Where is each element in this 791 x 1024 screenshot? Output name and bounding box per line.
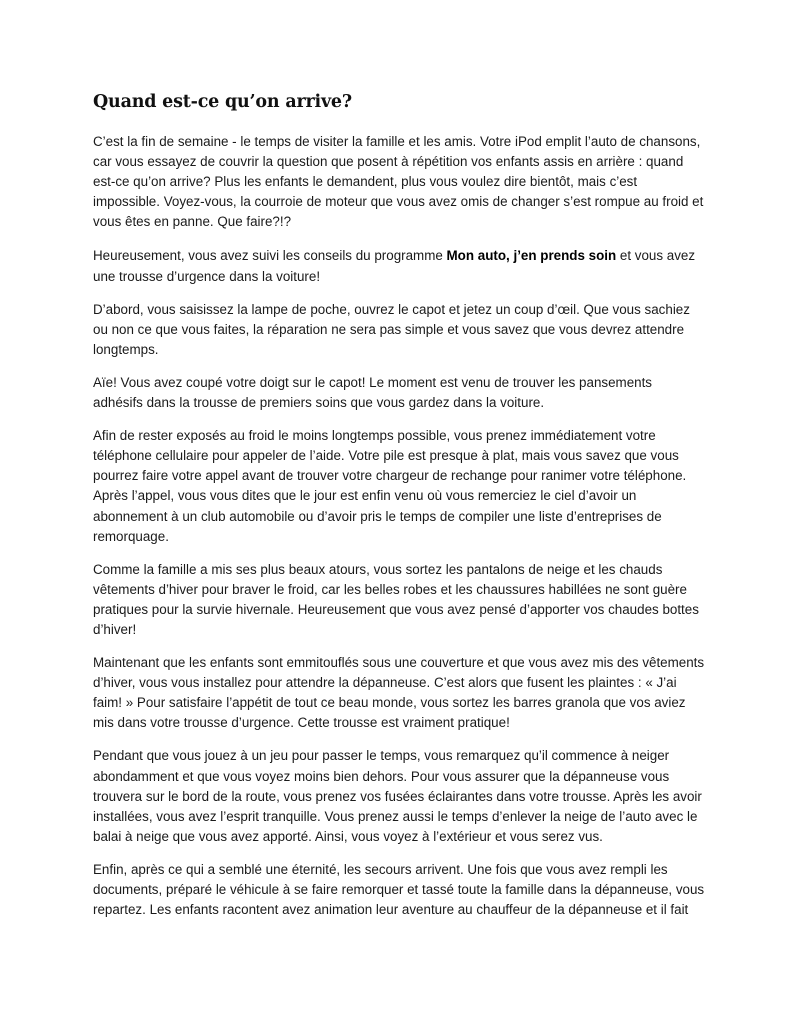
paragraph-snow: Pendant que vous jouez à un jeu pour passer le temps, vous remarquez qu’il commence à neiger abondamment et que vous voyez moins bien dehors. Pour vous assurer que la dépanneuse vous trouvera sur le bord de la route, vous prenez vos fusées éclairantes dans votre trousse. Après les avoir installées, vous avez l’esprit tranquille. Vous prenez aussi le temps d’enlever la neige de l’auto avec le balai à neige que vous avez apporté. Ainsi, vous voyez à l’extérieur et vous serez vus. bbox=[93, 748, 702, 844]
paragraph-phone: Afin de rester exposés au froid le moins longtemps possible, vous prenez immédiatement votre téléphone cellulaire pour appeler de l’aide. Votre pile est presque à plat, mais vous savez que vous pourrez faire votre appel avant de trouver votre chargeur de rechange pour ranimer votre téléphone. Après l’appel, vous vous dites que le jour est enfin venu où vous remerciez le ciel d’avoir un abonnement à un club automobile ou d’avoir pris le temps de compiler une liste d’entreprises de remorquage. bbox=[93, 428, 687, 544]
paragraph-intro: C’est la fin de semaine - le temps de visiter la famille et les amis. Votre iPod emplit l’auto de chansons, car vous essayez de couvrir la question que posent à répétition vos enfants assis en arrière : quand est-ce qu’on arrive? Plus les enfants le demandent, plus vous voulez dire bientôt, mais c’est impossible. Voyez-vous, la courroie de moteur que vous avez omis de changer s’est rompue au froid et vous êtes en panne. Que faire?!? bbox=[93, 134, 704, 230]
paragraph-hungry: Maintenant que les enfants sont emmitouflés sous une couverture et que vous avez mis des vêtements d’hiver, vous vous installez pour attendre la dépanneuse. C’est alors que fusent les plaintes : « J’ai faim! » Pour satisfaire l’appétit de tout ce beau monde, vous sortez les barres granola que vos aviez mis dans votre trousse d’urgence. Cette trousse est vraiment pratique! bbox=[93, 655, 705, 731]
page-title: Quand est-ce qu’on arrive? bbox=[93, 92, 352, 112]
document-page bbox=[93, 92, 705, 933]
paragraph-clothes: Comme la famille a mis ses plus beaux atours, vous sortez les pantalons de neige et les chauds vêtements d’hiver pour braver le froid, car les belles robes et les chaussures habillées ne sont guère pratiques pour la survie hivernale. Heureusement que vous avez pensé d’apporter vos chaudes bottes d’hiver! bbox=[93, 561, 699, 637]
paragraph-finger: Aïe! Vous avez coupé votre doigt sur le capot! Le moment est venu de trouver les pansements adhésifs dans la trousse de premiers soins que vous gardez dans la voiture. bbox=[93, 374, 653, 411]
paragraph-rescue: Enfin, après ce qui a semblé une éternité, les secours arrivent. Une fois que vous avez rempli les documents, préparé le véhicule à se faire remorquer et tassé toute la famille dans la dépanneuse, vous repartez. Les enfants racontent avez animation leur aventure au chauffeur de la dépanneuse et il fait bbox=[93, 861, 705, 918]
paragraph-program-after: et vous avez une trousse d’urgence dans la voiture! bbox=[93, 248, 696, 284]
paragraph-program-before: Heureusement, vous avez suivi les conseils du programme bbox=[93, 248, 447, 264]
program-name: Mon auto, j’en prends soin bbox=[446, 248, 617, 264]
paragraph-hood: D’abord, vous saisissez la lampe de poche, ouvrez le capot et jetez un coup d’œil. Que vous sachiez ou non ce que vous faites, la réparation ne sera pas simple et vous savez que vous devrez attendre longtemps. bbox=[93, 301, 690, 357]
paragraph-program bbox=[93, 246, 705, 286]
